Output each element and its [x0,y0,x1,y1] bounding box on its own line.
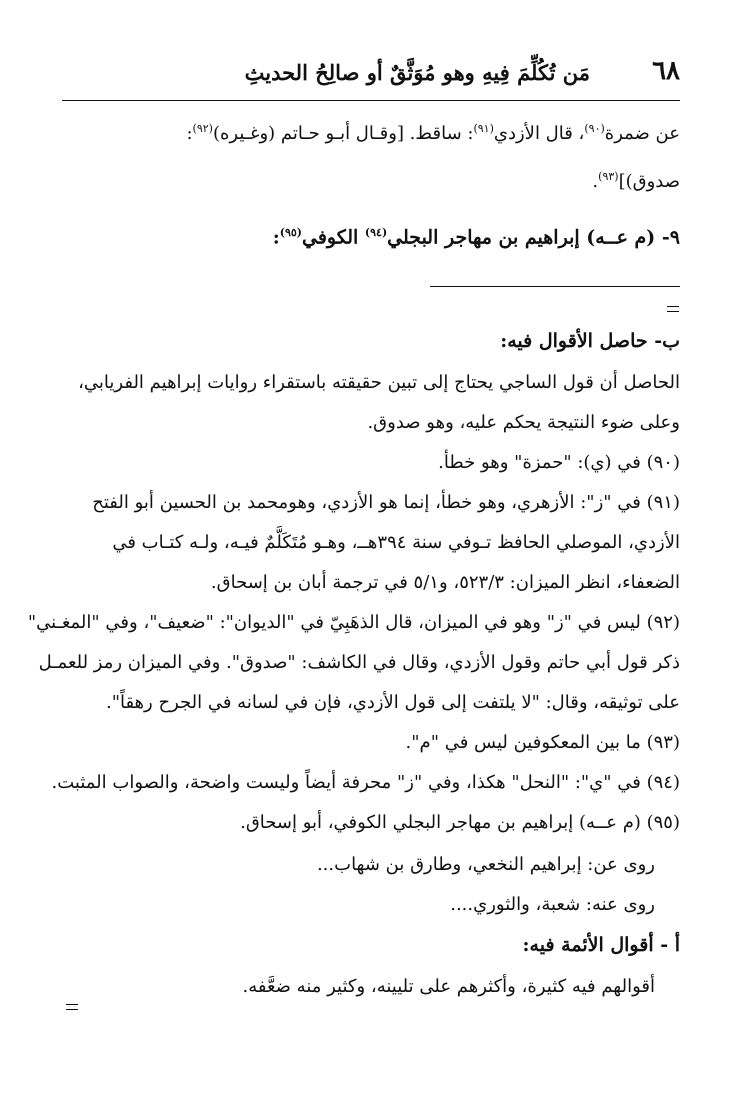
intro-line-1: عن ضمرة$^{(٩٠)}$، قال الأزدي$^{(٩١)}$: ساقط. [وقـال أبـو حـاتم (وغـيره)$^{(٩٢)}$: [186,122,680,144]
page-number: ٦٨ [652,56,680,86]
narrated-by: روى عنه: شعبة، والثوري.... [450,894,655,915]
footnote-ref-91: (٩١) [473,122,494,135]
section-b-heading: ب- حاصل الأقوال فيه: [500,330,680,352]
section-b-line-2: وعلى ضوء النتيجة يحكم عليه، وهو صدوق. [367,412,680,433]
continuation-mark [667,306,679,312]
section-a-line-1: أقوالهم فيه كثيرة، وأكثرهم على تليينه، وكثير منه ضعَّفه. [242,976,655,997]
page-header [62,56,680,96]
footnote-ref-95: (٩٥) [279,226,302,239]
footnote-ref-93: (٩٣) [598,170,619,183]
footnote-ref-90: (٩٠) [584,122,605,135]
footnote-ref-92: (٩٢) [192,122,213,135]
footnote-91-line-2: الأزدي، الموصلي الحافظ تـوفي سنة ٣٩٤هــ، وهـو مُتَكَلَّمٌ فيـه، ولـه كتـاب في [112,532,680,553]
footnote-92-line-3: على توثيقه، وقال: "لا يلتفت إلى قول الأزدي، فإن في لسانه في الجرح رهقاً". [105,692,680,713]
footnote-ref-94: (٩٤) [364,226,388,239]
footnote-90: (٩٠) في (ي): "حمزة" وهو خطأ. [438,452,680,473]
page-end-mark [66,1004,78,1010]
footnote-92-line-1: (٩٢) ليس في "ز" وهو في الميزان، قال الذهَبِيّ في "الديوان": "ضعيف"، وفي "المغـني" [27,612,680,633]
footnote-91-line-1: (٩١) في "ز": الأزهري، وهو خطأ، إنما هو الأزدي، وهومحمد بن الحسين أبو الفتح [92,492,680,513]
footnote-95: (٩٥) (م عــه) إبراهيم بن مهاجر البجلي الكوفي، أبو إسحاق. [240,812,680,833]
header-rule [62,100,680,101]
footnote-94: (٩٤) في "ي": "النحل" هكذا، وفي "ز" محرفة أيضاً وليست واضحة، والصواب المثبت. [51,772,680,793]
narrated-from: روى عن: إبراهيم النخعي، وطارق بن شهاب... [316,854,655,875]
section-a-heading: أ - أقوال الأئمة فيه: [522,934,680,956]
footnote-91-line-3: الضعفاء، انظر الميزان: ٥٢٣/٣، و٥/١ في ترجمة أبان بن إسحاق. [210,572,680,593]
intro-line-2: صدوق)]$^{(٩٣)}$. [592,170,680,192]
footnote-92-line-2: ذكر قول أبي حاتم وقول الأزدي، وقال في الكاشف: "صدوق". وفي الميزان رمز للعمـل [38,652,680,673]
entry-heading: ٩- (م عــه) إبراهيم بن مهاجر البجلي$^{(٩٤)}$ الكوفي$^{(٩٥)}$: [272,226,680,249]
footnote-separator [430,286,680,287]
footnote-93: (٩٣) ما بين المعكوفين ليس في "م". [405,732,680,753]
section-b-line-1: الحاصل أن قول الساجي يحتاج إلى تبين حقيقته باستقراء روايات إبراهيم الفريابي، [78,372,680,393]
running-title: مَن تُكُلِّمَ فِيهِ وهو مُوَثَّقٌ أو صالِحُ الحديثِ [244,60,590,85]
